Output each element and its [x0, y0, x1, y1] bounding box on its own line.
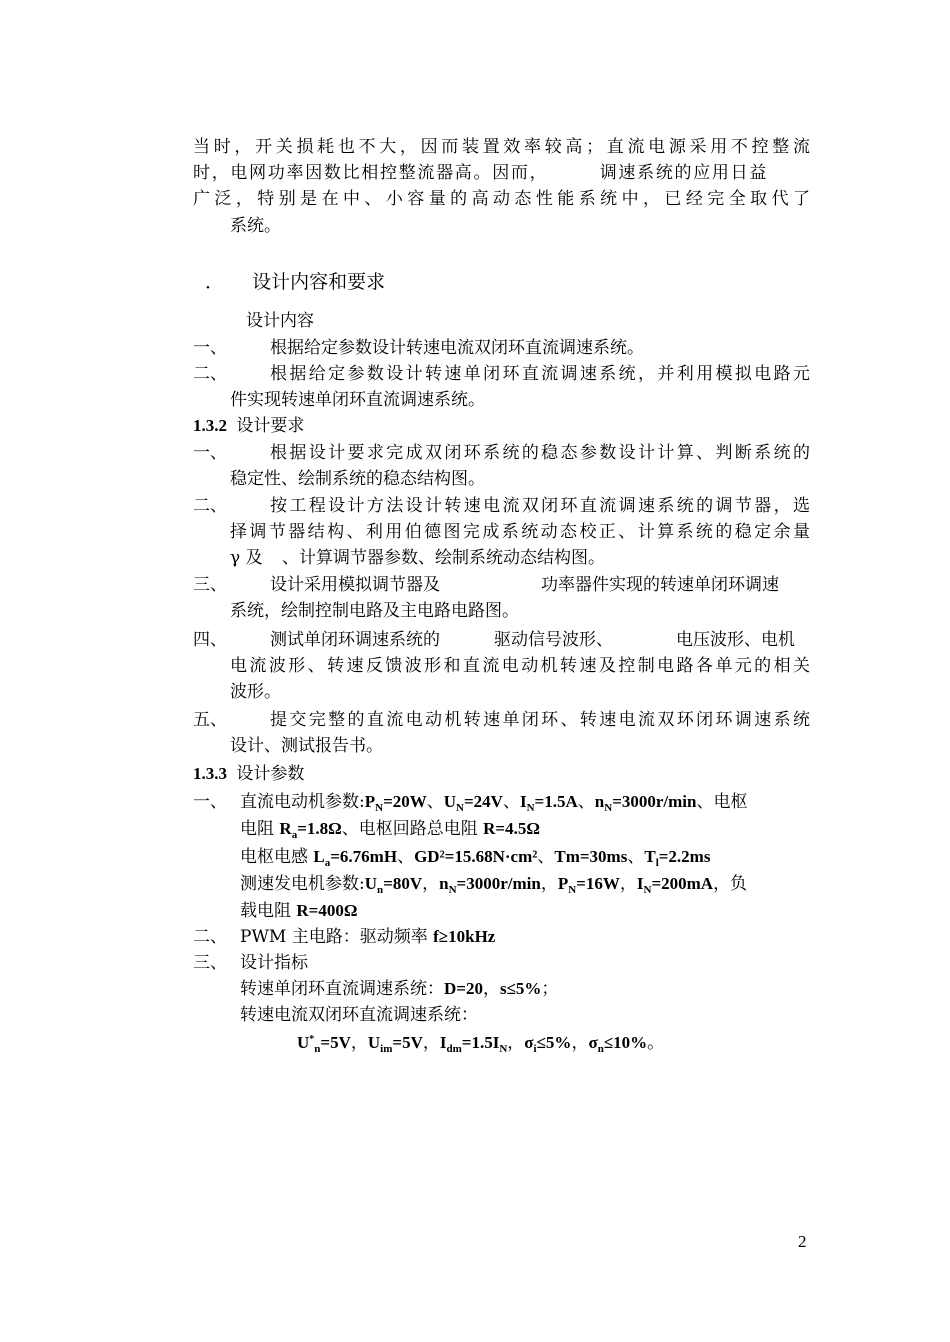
param-1-line-1-tail: 、电枢 — [696, 792, 748, 812]
req-item-3-line-2: 系统，绘制控制电路及主电路电路图。 — [230, 601, 519, 621]
req-item-2-line-3 — [230, 546, 605, 570]
param-1-line-5: 载电阻 R=400Ω — [240, 901, 358, 921]
intro-line-3: 广泛，特别是在中、小容量的高动态性能系统中，已经完全取代了 — [193, 189, 810, 209]
r-load-value: R=400Ω — [296, 901, 358, 920]
uim-value: $U_{im}=5V$ — [367, 1033, 423, 1055]
param-3-formula: $U^*_n=5V$，$U_{im}=5V$，$I_{dm}=1.5I_N$，$\sigma_i\le 5\%$，$\sigma_n\le 10\%$。 — [297, 1033, 665, 1055]
param-1-line-3: 电枢电感 $L_a=6.76mH$、GD²=15.68N·cm²、Tm=30ms、$T_l=2.2ms$ — [240, 847, 711, 869]
section-title: 设计内容和要求 — [252, 271, 386, 293]
un-value: $U_N=24V$ — [443, 792, 503, 814]
param-3-title: 设计指标 — [240, 953, 308, 973]
req-item-4-line-1b: 驱动信号波形、 — [494, 630, 613, 650]
intro-line-4: 系统。 — [230, 216, 281, 236]
param-3-line-2: 转速电流双闭环直流调速系统： — [240, 1005, 478, 1025]
req-item-4-mark: 四、 — [193, 630, 227, 650]
req-item-5-line-2: 设计、测试报告书。 — [230, 736, 383, 756]
tg-un-value: $U_n=80V$ — [364, 874, 423, 896]
s-value: s≤5% — [499, 979, 542, 998]
param-1-line-2: 电阻 $R_a=1.8\Omega$、电枢回路总电阻 R=4.5Ω — [240, 819, 540, 841]
params-number: 1.3.3 — [193, 764, 227, 783]
req-item-4-line-1c: 电压波形、电机 — [676, 630, 795, 650]
param-1-line-4: 测速发电机参数$:U_n=80V$，$n_N=3000r/\min$，$P_N=16W$，$I_N=200mA$，负 — [240, 874, 748, 896]
req-item-4-line-1a: 测试单闭环调速系统的 — [270, 630, 440, 650]
req-item-2-line-1: 按工程设计方法设计转速电流双闭环直流调速系统的调节器，选 — [270, 496, 810, 516]
req-item-1-line-2: 稳定性、绘制系统的稳态结构图。 — [230, 469, 485, 489]
page-number: 2 — [798, 1232, 807, 1251]
sigma-n-value: $\sigma_n\le 10\%$ — [588, 1033, 648, 1055]
pwm-frequency: f≥10kHz — [433, 927, 496, 946]
in-value: $I_N=1.5A$ — [519, 792, 578, 814]
param-3-line-1: 转速单闭环直流调速系统：D=20，s≤5%； — [240, 979, 559, 999]
req-item-3-mark: 三、 — [193, 575, 227, 595]
req-item-2-line-2: 择调节器结构、利用伯德图完成系统动态校正、计算系统的稳定余量 — [230, 522, 810, 542]
requirements-number: 1.3.2 — [193, 416, 227, 435]
pn-value: $P_N=20W$ — [364, 792, 427, 814]
content-item-2-line-1: 根据给定参数设计转速单闭环直流调速系统，并利用模拟电路元 — [270, 364, 810, 384]
req-item-5-mark: 五、 — [193, 710, 227, 730]
req-item-2-mark: 二、 — [193, 496, 227, 516]
tg-nn-value: $n_N=3000r/\min$ — [439, 874, 541, 896]
requirements-title: 设计要求 — [236, 416, 305, 436]
req-item-4-line-3: 波形。 — [230, 682, 281, 702]
req-item-4-line-2: 电流波形、转速反馈波形和直流电动机转速及控制电路各单元的相关 — [230, 656, 810, 676]
un-star-value: $U^*_n=5V$ — [297, 1033, 351, 1055]
intro-line-1: 当时，开关损耗也不大，因而装置效率较高；直流电源采用不控整流 — [193, 137, 810, 157]
req-item-3-line-1b: 功率器件实现的转速单闭环调速 — [541, 575, 779, 595]
intro-line-2b: 调速系统的应用日益 — [599, 163, 769, 183]
section-number: ． — [205, 271, 225, 293]
param-1-line-1: 直流电动机参数$:P_N=20W$、$U_N=24V$、$I_N=1.5A$、$n_N=3000r/\min$、电枢 — [240, 792, 748, 814]
tg-pn-value: $P_N=16W$ — [557, 874, 620, 896]
content-item-2-line-2: 件实现转速单闭环直流调速系统。 — [230, 390, 485, 410]
param-1-mark: 一、 — [193, 792, 227, 812]
gd-value: GD²=15.68N·cm² — [414, 847, 538, 866]
tm-value: Tm=30ms — [554, 847, 628, 866]
nn-value: $n_N=3000r/\min$ — [594, 792, 697, 814]
intro-line-2 — [193, 161, 768, 185]
req-item-3-line-1a: 设计采用模拟调节器及 — [270, 575, 440, 595]
param-2-line: PWM 主电路：驱动频率 f≥10kHz — [240, 927, 496, 947]
ra-value: $R_a=1.8\Omega$ — [279, 819, 342, 841]
d-value: D=20 — [444, 979, 483, 998]
content-item-2-mark: 二、 — [193, 364, 227, 384]
param-2-mark: 二、 — [193, 927, 227, 947]
params-title: 设计参数 — [236, 764, 305, 784]
content-item-1: 根据给定参数设计转速电流双闭环直流调速系统。 — [270, 338, 644, 358]
sigma-i-value: $\sigma_i\le 5\%$ — [524, 1033, 572, 1055]
requirements-heading — [193, 414, 304, 438]
motor-params-label: 直流电动机参数: — [240, 792, 365, 812]
section-heading — [205, 270, 385, 294]
req-item-2-line-3a: γ 及 — [230, 548, 263, 568]
tl-value: $T_l=2.2ms$ — [644, 847, 711, 869]
tg-in-value: $I_N=200mA$ — [636, 874, 714, 896]
req-item-1-mark: 一、 — [193, 443, 227, 463]
intro-line-2a: 时，电网功率因数比相控整流器高。因而， — [193, 163, 549, 183]
req-item-2-line-3b: 、计算调节器参数、绘制系统动态结构图。 — [281, 548, 605, 568]
req-item-5-line-1: 提交完整的直流电动机转速单闭环、转速电流双环闭环调速系统 — [270, 710, 810, 730]
content-item-1-mark: 一、 — [193, 338, 227, 358]
idm-value: $I_{dm}=1.5I_N$ — [439, 1033, 508, 1055]
r-total-value: R=4.5Ω — [483, 819, 540, 838]
design-content-title: 设计内容 — [246, 311, 314, 331]
params-heading — [193, 762, 304, 786]
la-value: $L_a=6.76mH$ — [313, 847, 398, 869]
req-item-1-line-1: 根据设计要求完成双闭环系统的稳态参数设计计算、判断系统的 — [270, 443, 810, 463]
param-3-mark: 三、 — [193, 953, 227, 973]
